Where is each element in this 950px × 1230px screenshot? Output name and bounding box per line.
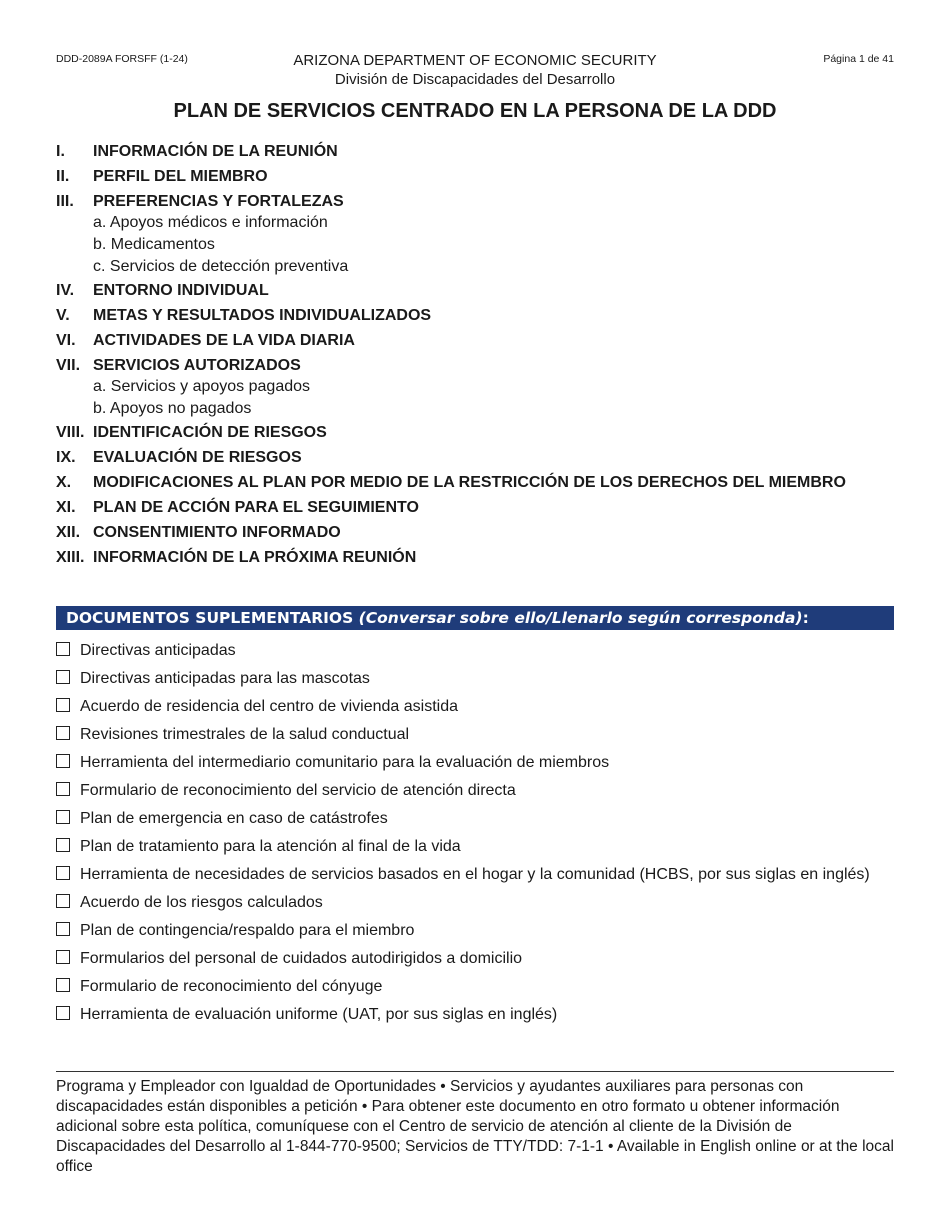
banner-heading: DOCUMENTOS SUPLEMENTARIOS — [66, 609, 354, 627]
toc-item — [56, 356, 846, 376]
toc-item-label: CONSENTIMIENTO INFORMADO — [93, 524, 341, 541]
toc-item-number: XIII. — [56, 549, 85, 566]
toc-item — [56, 498, 846, 518]
toc-item-label: METAS Y RESULTADOS INDIVIDUALIZADOS — [93, 307, 432, 324]
checklist-item — [56, 1004, 896, 1025]
checklist-item — [56, 948, 896, 969]
checklist-item — [56, 696, 896, 717]
checkbox[interactable] — [56, 894, 70, 908]
division-name: División de Discapacidades del Desarrollo — [334, 71, 616, 88]
supplemental-documents-banner — [56, 606, 894, 630]
toc-item — [56, 306, 846, 326]
checklist-item-label: Formulario de reconocimiento del cónyuge — [80, 978, 383, 995]
toc-item-label: EVALUACIÓN DE RIESGOS — [93, 449, 302, 466]
toc-item-label: IDENTIFICACIÓN DE RIESGOS — [93, 424, 327, 441]
toc-item-number: X. — [56, 474, 72, 491]
checklist-item-label: Herramienta de necesidades de servicios basados en el hogar y la comunidad (HCBS, por sus siglas en inglés) — [80, 866, 870, 883]
toc-item-number: IV. — [56, 282, 75, 299]
table-of-contents — [56, 142, 846, 573]
toc-item-number: XI. — [56, 499, 76, 516]
page-title: PLAN DE SERVICIOS CENTRADO EN LA PERSONA DE LA DDD — [173, 100, 777, 122]
banner-colon: : — [802, 609, 809, 627]
toc-item — [56, 192, 846, 212]
toc-item-number: V. — [56, 307, 70, 324]
toc-item — [56, 548, 846, 568]
checklist-item — [56, 836, 896, 857]
toc-subitem: a. Apoyos médicos e información — [93, 214, 328, 231]
checklist-item-label: Formularios del personal de cuidados autodirigidos a domicilio — [80, 950, 523, 967]
checklist-item — [56, 892, 896, 913]
toc-item-label: PREFERENCIAS Y FORTALEZAS — [93, 193, 344, 210]
toc-item — [56, 473, 846, 493]
checklist-item — [56, 864, 896, 885]
toc-item — [56, 281, 846, 301]
checkbox[interactable] — [56, 782, 70, 796]
toc-item-number: VI. — [56, 332, 76, 349]
supplemental-documents-checklist — [56, 640, 896, 1032]
checklist-item — [56, 668, 896, 689]
banner-note: (Conversar sobre ello/Llenarlo según corresponda) — [358, 609, 803, 627]
toc-subitems — [56, 212, 846, 278]
checklist-item-label: Formulario de reconocimiento del servicio de atención directa — [80, 782, 516, 799]
checklist-item-label: Acuerdo de los riesgos calculados — [80, 894, 323, 911]
checkbox[interactable] — [56, 1006, 70, 1020]
checklist-item — [56, 752, 896, 773]
toc-item-number: VII. — [56, 357, 81, 374]
checklist-item — [56, 920, 896, 941]
checkbox[interactable] — [56, 866, 70, 880]
form-code: DDD-2089A FORSFF (1-24) — [56, 53, 188, 65]
toc-item — [56, 523, 846, 543]
toc-subitem: b. Apoyos no pagados — [93, 400, 252, 417]
checkbox[interactable] — [56, 810, 70, 824]
checklist-item-label: Herramienta de evaluación uniforme (UAT, por sus siglas en inglés) — [80, 1006, 558, 1023]
toc-item-label: MODIFICACIONES AL PLAN POR MEDIO DE LA RESTRICCIÓN DE LOS DERECHOS DEL MIEMBRO — [93, 474, 846, 491]
toc-item-number: IX. — [56, 449, 76, 466]
checklist-item — [56, 640, 896, 661]
toc-item-label: SERVICIOS AUTORIZADOS — [93, 357, 301, 374]
toc-subitem: c. Servicios de detección preventiva — [93, 258, 349, 275]
toc-item — [56, 448, 846, 468]
checkbox[interactable] — [56, 838, 70, 852]
checklist-item-label: Plan de contingencia/respaldo para el miembro — [80, 922, 415, 939]
toc-item-label: INFORMACIÓN DE LA PRÓXIMA REUNIÓN — [93, 549, 417, 566]
toc-item — [56, 331, 846, 351]
toc-item-number: XII. — [56, 524, 81, 541]
toc-item — [56, 167, 846, 187]
checklist-item-label: Directivas anticipadas — [80, 642, 236, 659]
checklist-item-label: Acuerdo de residencia del centro de vivienda asistida — [80, 698, 459, 715]
checkbox[interactable] — [56, 726, 70, 740]
agency-name: ARIZONA DEPARTMENT OF ECONOMIC SECURITY — [293, 52, 657, 69]
checkbox[interactable] — [56, 978, 70, 992]
toc-item-label: ACTIVIDADES DE LA VIDA DIARIA — [93, 332, 355, 349]
checkbox[interactable] — [56, 698, 70, 712]
checkbox[interactable] — [56, 950, 70, 964]
checklist-item-label: Plan de tratamiento para la atención al final de la vida — [80, 838, 461, 855]
toc-item-label: PERFIL DEL MIEMBRO — [93, 168, 268, 185]
toc-item-number: VIII. — [56, 424, 85, 441]
toc-item-number: II. — [56, 168, 70, 185]
toc-item-label: ENTORNO INDIVIDUAL — [93, 282, 269, 299]
toc-item — [56, 142, 846, 162]
toc-item-number: III. — [56, 193, 74, 210]
footer-notice: Programa y Empleador con Igualdad de Oportunidades • Servicios y ayudantes auxiliares para personas con discapacidades están disponibles a petición • Para obtener este documento en otro formato u obtener información adicional sobre esta política, comuníquese con el Centro de servicio de atención al cliente de la División de Discapacidades del Desarrollo al 1-844-770-9500; Servicios de TTY/TDD: 7-1-1 • Available in English online or at the local office — [56, 1078, 894, 1175]
checklist-item — [56, 976, 896, 997]
page-number: Página 1 de 41 — [823, 53, 894, 65]
checklist-item-label: Directivas anticipadas para las mascotas — [80, 670, 370, 687]
footer-divider — [56, 1071, 894, 1072]
checklist-item-label: Revisiones trimestrales de la salud conductual — [80, 726, 410, 743]
checkbox[interactable] — [56, 670, 70, 684]
checklist-item — [56, 808, 896, 829]
checkbox[interactable] — [56, 642, 70, 656]
toc-item-label: INFORMACIÓN DE LA REUNIÓN — [93, 143, 338, 160]
checklist-item-label: Herramienta del intermediario comunitario para la evaluación de miembros — [80, 754, 610, 771]
checklist-item-label: Plan de emergencia en caso de catástrofes — [80, 810, 388, 827]
checklist-item — [56, 780, 896, 801]
toc-subitems — [56, 376, 846, 420]
checklist-item — [56, 724, 896, 745]
toc-item — [56, 423, 846, 443]
toc-item-number: I. — [56, 143, 65, 160]
checkbox[interactable] — [56, 922, 70, 936]
toc-subitem: b. Medicamentos — [93, 236, 215, 253]
toc-subitem: a. Servicios y apoyos pagados — [93, 378, 311, 395]
toc-item-label: PLAN DE ACCIÓN PARA EL SEGUIMIENTO — [93, 499, 419, 516]
checkbox[interactable] — [56, 754, 70, 768]
